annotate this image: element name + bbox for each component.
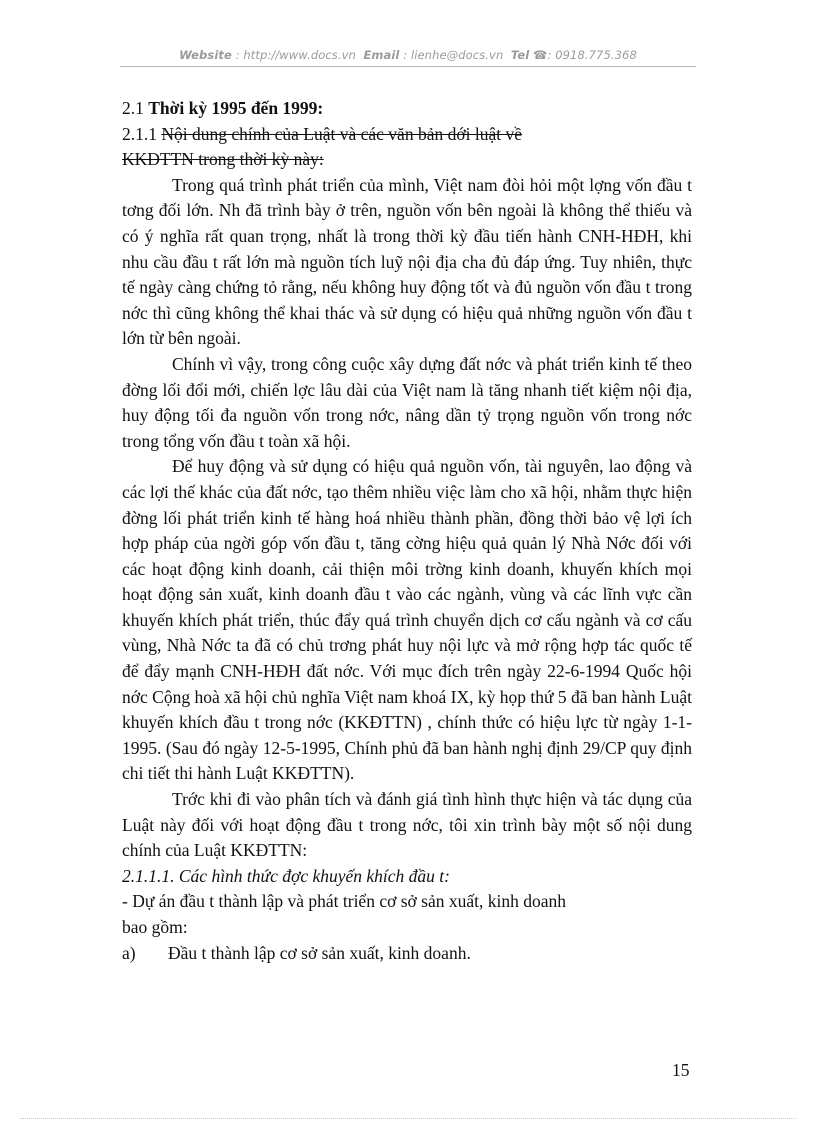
subsection-number: 2.1.1	[122, 123, 157, 144]
tel-value: : 0918.775.368	[547, 48, 637, 62]
paragraph-2: Chính vì vậy, trong công cuộc xây dựng đất nớc và phát triển kinh tế theo đờng lối đổi mới, chiến lợc lâu dài của Việt nam là tăng nhanh tiết kiệm nội địa, huy động tối đa nguồn vốn trong nớc, nâng dần tỷ trọng nguồn vốn trong nớc trong tổng vốn đầu t toàn xã hội.	[122, 353, 692, 451]
section-number: 2.1	[122, 98, 144, 118]
paragraph-3: Để huy động và sử dụng có hiệu quả nguồn vốn, tài nguyên, lao động và các lợi thế khác của đất nớc, tạo thêm nhiều việc làm cho xã hội, nhằm thực hiện đờng lối phát triển kinh tế hàng hoá nhiều thành phần, đồng thời bảo vệ lợi ích hợp pháp của ngời góp vốn đầu t, tăng cờng hiệu quả quản lý Nhà Nớc đối với các hoạt động kinh doanh, cải thiện môi trờng kinh doanh, khuyến khích mọi hoạt động sản xuất, kinh doanh đầu t vào các ngành, vùng và các lĩnh vực cần khuyến khích phát triển, thúc đẩy quá trình chuyển dịch cơ cấu ngành và cơ cấu vùng, Nhà Nớc ta đã có chủ trơng phát huy nội lực và mở rộng hợp tác quốc tế để đẩy mạnh CNH-HĐH đất nớc. Với mục đích trên ngày 22-6-1994 Quốc hội nớc Cộng hoà xã hội chủ nghĩa Việt nam khoá IX, kỳ họp thứ 5 đã ban hành Luật khuyến khích đầu t trong nớc (KKĐTTN) , chính thức có hiệu lực từ ngày 1-1-1995. (Sau đó ngày 12-5-1995, Chính phủ đã ban hành nghị định 29/CP quy định chi tiết thi hành Luật KKĐTTN).	[122, 456, 692, 784]
tel-label: Tel	[510, 48, 530, 62]
section-title: Thời kỳ 1995 đến 1999:	[148, 98, 324, 118]
page-bottom-border	[20, 1118, 796, 1119]
phone-icon: ☎	[533, 48, 548, 62]
subsection-heading	[122, 122, 692, 148]
list-item-letter: a)	[122, 942, 136, 963]
email-label: Email	[363, 48, 400, 62]
list-item-text: Đầu t thành lập cơ sở sản xuất, kinh doanh.	[168, 942, 471, 963]
page-number: 15	[672, 1060, 690, 1080]
list-item	[122, 941, 692, 967]
document-body	[122, 96, 692, 966]
email-value: : lienhe@docs.vn	[403, 48, 504, 62]
paragraph-1: Trong quá trình phát triển của mình, Việt nam đòi hỏi một lợng vốn đầu t tơng đối lớn. Nh đã trình bày ở trên, nguồn vốn bên ngoài là không thể thiếu và có ý nghĩa rất quan trọng, nhất là trong thời kỳ đầu tiến hành CNH-HĐH, khi nhu cầu đầu t rất lớn mà nguồn tích luỹ nội địa cha đủ đáp ứng. Tuy nhiên, thực tế ngày càng chứng tỏ rằng, nếu không huy động tốt và đủ nguồn vốn đầu t trong nớc thì cũng không thể khai thác và sử dụng có hiệu quả những nguồn vốn đầu t lớn từ bên ngoài.	[122, 174, 692, 349]
subsection-heading-cont	[122, 147, 692, 173]
header-divider	[120, 66, 696, 67]
page-header	[0, 48, 816, 62]
subsection-title-line1: Nội dung chính của Luật và các văn bản dới luật về	[161, 123, 522, 144]
section-heading	[122, 96, 692, 122]
subsection-title-line2: KKĐTTN trong thời kỳ này:	[122, 149, 324, 170]
dash-item-line1: - Dự án đầu t thành lập và phát triển cơ sở sản xuất, kinh doanh	[122, 891, 566, 912]
dash-item-line2: bao gồm:	[122, 917, 188, 937]
paragraph-4: Trớc khi đi vào phân tích và đánh giá tình hình thực hiện và tác dụng của Luật này đối với hoạt động đầu t trong nớc, tôi xin trình bày một số nội dung chính của Luật KKĐTTN:	[122, 789, 692, 861]
sub-subsection-heading: 2.1.1.1. Các hình thức đợc khuyến khích đầu t:	[122, 865, 450, 886]
website-value: : http://www.docs.vn	[235, 48, 356, 62]
website-label: Website	[179, 48, 232, 62]
